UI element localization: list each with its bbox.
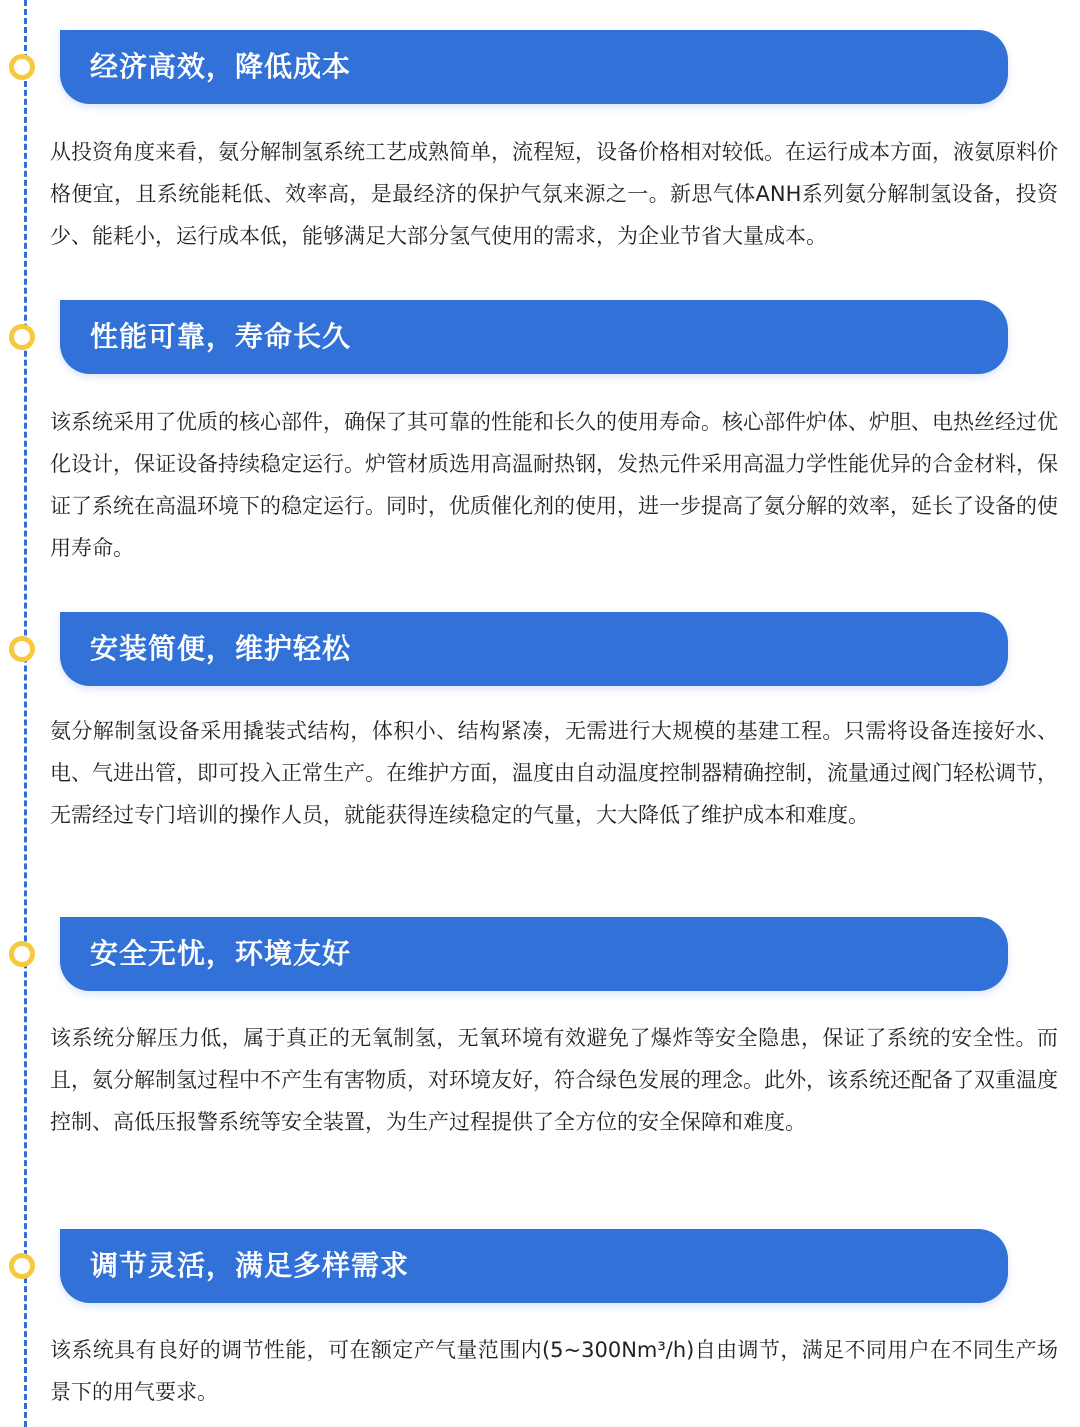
section-body: 该系统采用了优质的核心部件，确保了其可靠的性能和长久的使用寿命。核心部件炉体、炉胆、电热丝经过优化设计，保证设备持续稳定运行。炉管材质选用高温耐热钢，发热元件采用高温力学性能优异的合金材料，保证了系统在高温环境下的稳定运行。同时，优质催化剂的使用，进一步提高了氨分解的效率，延长了设备的使用寿命。: [50, 410, 1058, 560]
section-title: 安全无忧，环境友好: [90, 937, 352, 970]
section-title: 安装简便，维护轻松: [90, 632, 352, 665]
section-title: 调节灵活，满足多样需求: [90, 1249, 410, 1282]
section-banner: [60, 917, 1008, 991]
timeline-line: [24, 0, 27, 1427]
section-title: 经济高效，降低成本: [90, 50, 352, 83]
timeline-dot: [9, 1253, 35, 1279]
timeline-dot: [9, 324, 35, 350]
section-banner: [60, 300, 1008, 374]
timeline-dot: [9, 636, 35, 662]
section-body: 从投资角度来看，氨分解制氢系统工艺成熟简单，流程短，设备价格相对较低。在运行成本方面，液氨原料价格便宜，且系统能耗低、效率高，是最经济的保护气氛来源之一。新思气体ANH系列氨分解制氢设备，投资少、能耗小，运行成本低，能够满足大部分氢气使用的需求，为企业节省大量成本。: [50, 140, 1058, 248]
section-banner: [60, 1229, 1008, 1303]
section-banner: [60, 30, 1008, 104]
section-body: 该系统具有良好的调节性能，可在额定产气量范围内(5~300Nm³/h)自由调节，满足不同用户在不同生产场景下的用气要求。: [50, 1338, 1058, 1404]
section-body: 该系统分解压力低，属于真正的无氧制氢，无氧环境有效避免了爆炸等安全隐患，保证了系统的安全性。而且，氨分解制氢过程中不产生有害物质，对环境友好，符合绿色发展的理念。此外，该系统还配备了双重温度控制、高低压报警系统等安全装置，为生产过程提供了全方位的安全保障和难度。: [50, 1026, 1058, 1134]
timeline-dot: [9, 54, 35, 80]
section-body: 氨分解制氢设备采用撬装式结构，体积小、结构紧凑，无需进行大规模的基建工程。只需将设备连接好水、电、气进出管，即可投入正常生产。在维护方面，温度由自动温度控制器精确控制，流量通过阀门轻松调节，无需经过专门培训的操作人员，就能获得连续稳定的气量，大大降低了维护成本和难度。: [50, 719, 1058, 827]
section-banner: [60, 612, 1008, 686]
timeline-dot: [9, 941, 35, 967]
section-title: 性能可靠，寿命长久: [90, 320, 352, 353]
